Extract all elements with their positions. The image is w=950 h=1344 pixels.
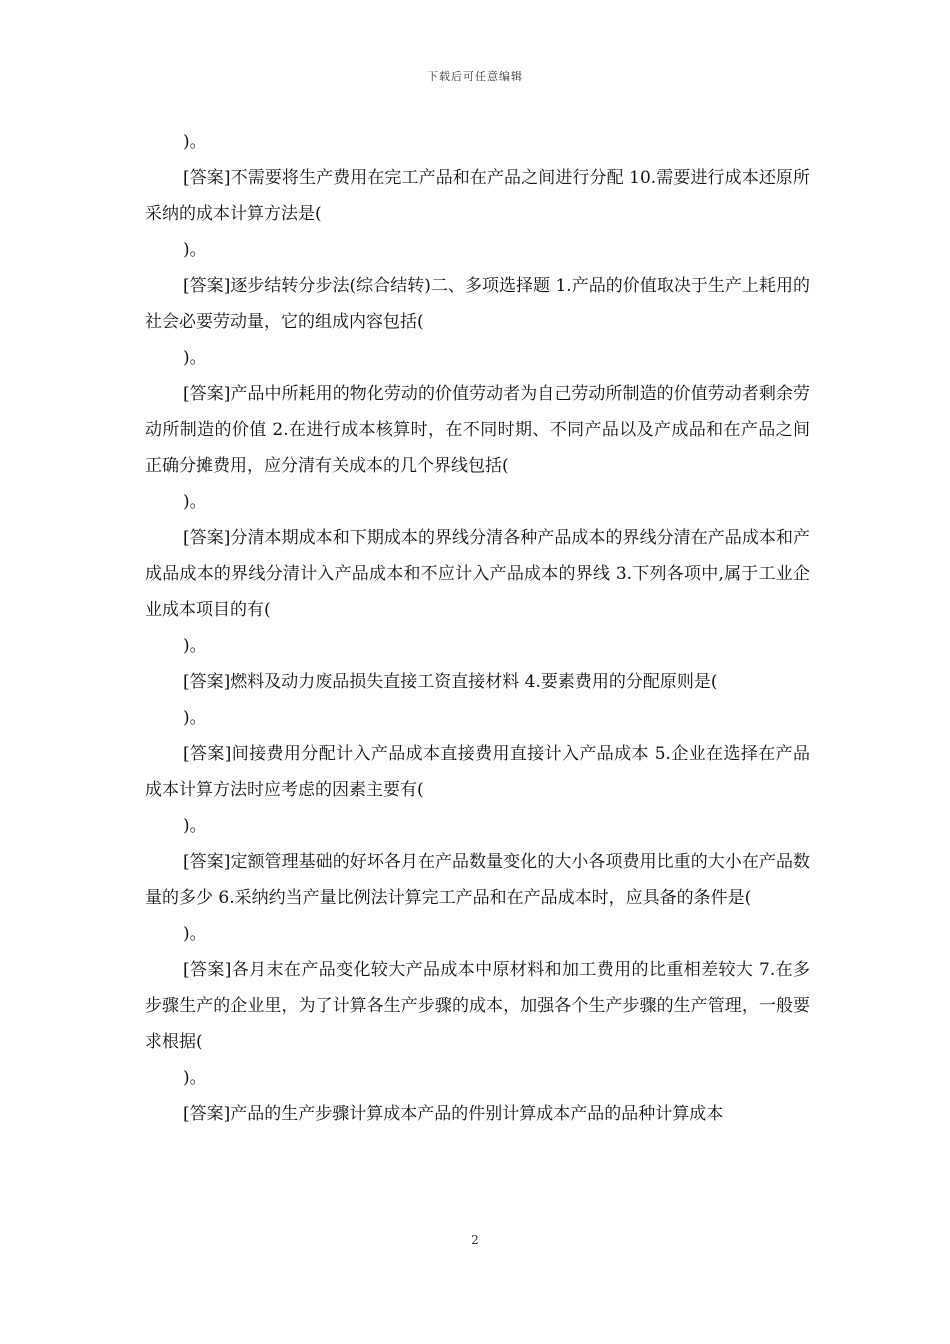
paragraph: [答案]逐步结转分步法(综合结转)二、多项选择题 1.产品的价值取决于生产上耗用的社会必要劳动量，它的组成内容包括( bbox=[145, 276, 810, 332]
paragraph: [答案]产品的生产步骤计算成本产品的件别计算成本产品的品种计算成本 bbox=[183, 1104, 724, 1124]
paragraph: [答案]分清本期成本和下期成本的界线分清各种产品成本的界线分清在产品成本和产成品成本的界线分清计入产品成本和不应计入产品成本的界线 3.下列各项中,属于工业企业成本项目的有( bbox=[145, 528, 810, 620]
paragraph: )。 bbox=[183, 1068, 207, 1088]
paragraph: )。 bbox=[183, 816, 207, 836]
paragraph: [答案]燃料及动力废品损失直接工资直接材料 4.要素费用的分配原则是( bbox=[183, 672, 718, 692]
paragraph: )。 bbox=[183, 636, 207, 656]
page-number: 2 bbox=[471, 1233, 479, 1247]
paragraph: )。 bbox=[183, 492, 207, 512]
paragraph: )。 bbox=[183, 708, 207, 728]
paragraph: [答案]间接费用分配计入产品成本直接费用直接计入产品成本 5.企业在选择在产品成本计算方法时应考虑的因素主要有( bbox=[145, 744, 810, 800]
paragraph: [答案]不需要将生产费用在完工产品和在产品之间进行分配 10.需要进行成本还原所采纳的成本计算方法是( bbox=[145, 168, 810, 224]
paragraph: )。 bbox=[183, 348, 207, 368]
document-body bbox=[145, 124, 810, 1132]
paragraph: )。 bbox=[183, 924, 207, 944]
paragraph: [答案]产品中所耗用的物化劳动的价值劳动者为自己劳动所制造的价值劳动者剩余劳动所制造的价值 2.在进行成本核算时，在不同时期、不同产品以及产成品和在产品之间正确分摊费用，应分清有关成本的几个界线包括( bbox=[145, 384, 810, 476]
paragraph: [答案]定额管理基础的好坏各月在产品数量变化的大小各项费用比重的大小在产品数量的多少 6.采纳约当产量比例法计算完工产品和在产品成本时，应具备的条件是( bbox=[145, 852, 810, 908]
paragraph: )。 bbox=[183, 132, 207, 152]
paragraph: [答案]各月末在产品变化较大产品成本中原材料和加工费用的比重相差较大 7.在多步骤生产的企业里，为了计算各生产步骤的成本，加强各个生产步骤的生产管理，一般要求根据( bbox=[145, 960, 810, 1052]
paragraph: )。 bbox=[183, 240, 207, 260]
page-header: 下载后可任意编辑 bbox=[427, 70, 523, 83]
